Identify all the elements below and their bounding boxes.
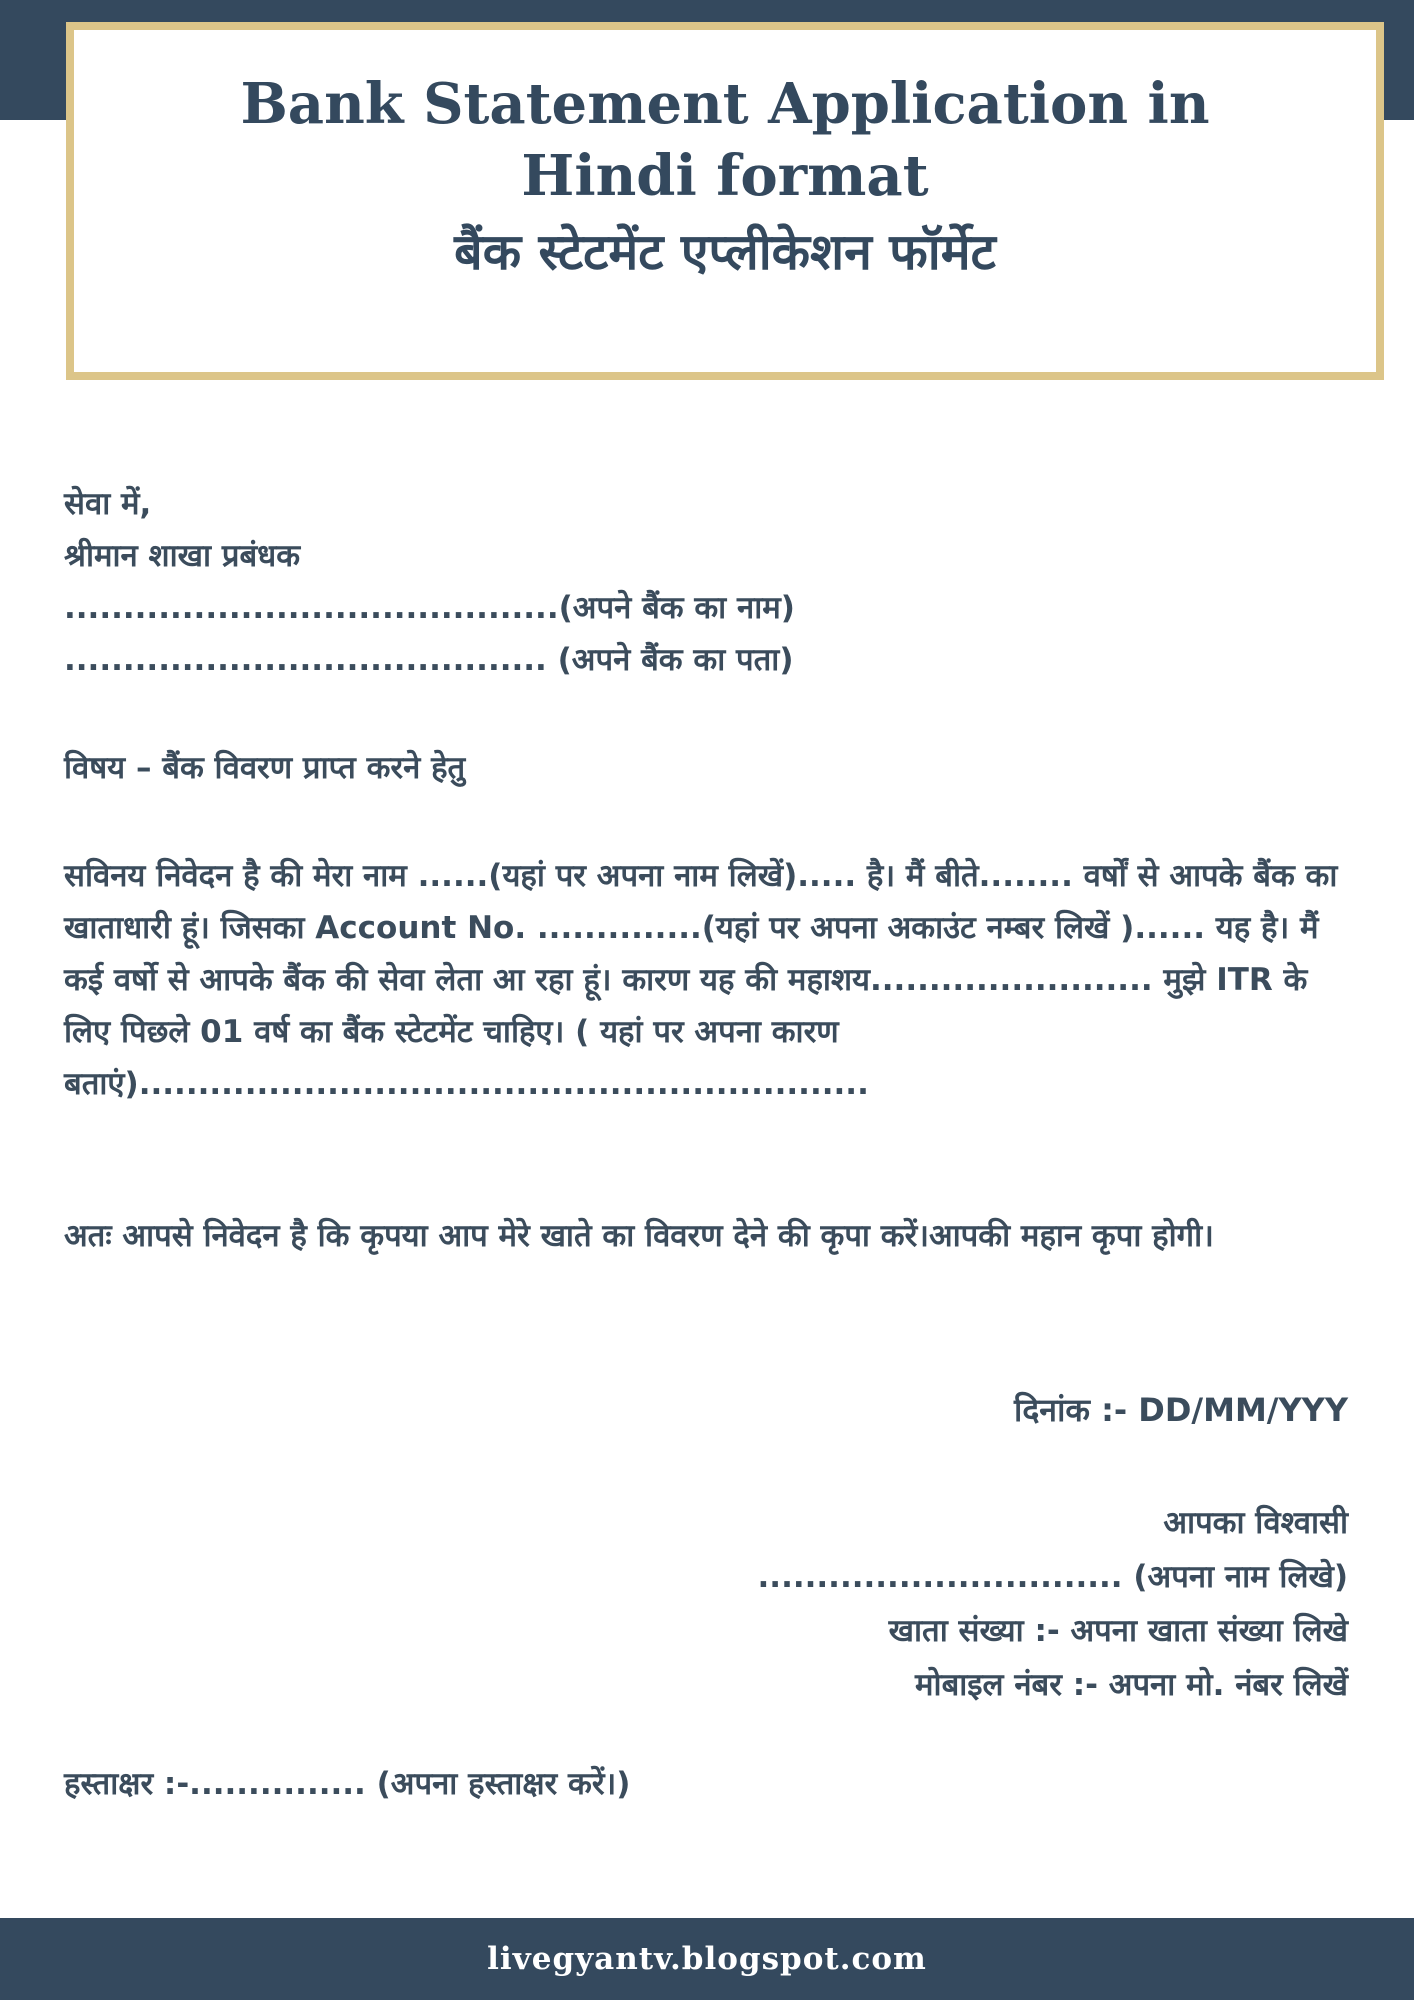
letter-body [64,478,1354,1262]
address-line-3: ..........................................(अपने बैंक का नाम) [64,590,795,626]
title-hindi: बैंक स्टेटमेंट एप्लीकेशन फॉर्मेट [454,223,996,281]
left-decor-block [0,0,68,120]
closing-mobile: मोबाइल नंबर :- अपना मो. नंबर लिखें [915,1667,1348,1703]
closing-account: खाता संख्या :- अपना खाता संख्या लिखे [888,1613,1348,1649]
title-english-line2: Hindi format [521,143,929,209]
signature-line: हस्ताक्षर :-............... (अपना हस्ताक्षर करें।) [64,1766,631,1802]
address-line-4: ......................................... (अपने बैंक का पता) [64,642,794,678]
date-line: दिनांक :- DD/MM/YYY [1014,1391,1348,1429]
top-decor-bar [0,0,1414,22]
address-line-1: सेवा में, [64,486,152,522]
closing-name: ............................... (अपना नाम लिखे) [757,1559,1348,1595]
title-box [66,22,1384,380]
footer-bar [0,1918,1414,2000]
footer-site-url: livegyantv.blogspot.com [487,1941,927,1977]
closing-salutation: आपका विश्वासी [1163,1505,1348,1541]
closing-block [758,1496,1348,1712]
subject-line: विषय – बैंक विवरण प्राप्त करने हेतु [64,750,466,786]
closing-paragraph: अतः आपसे निवेदन है कि कृपया आप मेरे खाते का विवरण देने की कृपा करें।आपकी महान कृपा होगी। [64,1218,1214,1254]
request-paragraph: सविनय निवेदन है की मेरा नाम ......(यहां पर अपना नाम लिखें)..... है। मैं बीते........ वर्षों से आपके बैंक का खाताधारी हूं। जिसका Account No. ..............(यहां पर अपना अकाउंट नम्बर लिखें )...... यह है। मैं कई वर्षो से आपके बैंक की सेवा लेता आ रहा हूं। कारण यह की महाशय........................ मुझे ITR के लिए पिछले 01 वर्ष का बैंक स्टेटमेंट चाहिए। ( यहां पर अपना कारण बताएं).............................................................. [64,858,1338,1102]
address-line-2: श्रीमान शाखा प्रबंधक [64,538,301,574]
title-english-line1: Bank Statement Application in [240,71,1210,137]
